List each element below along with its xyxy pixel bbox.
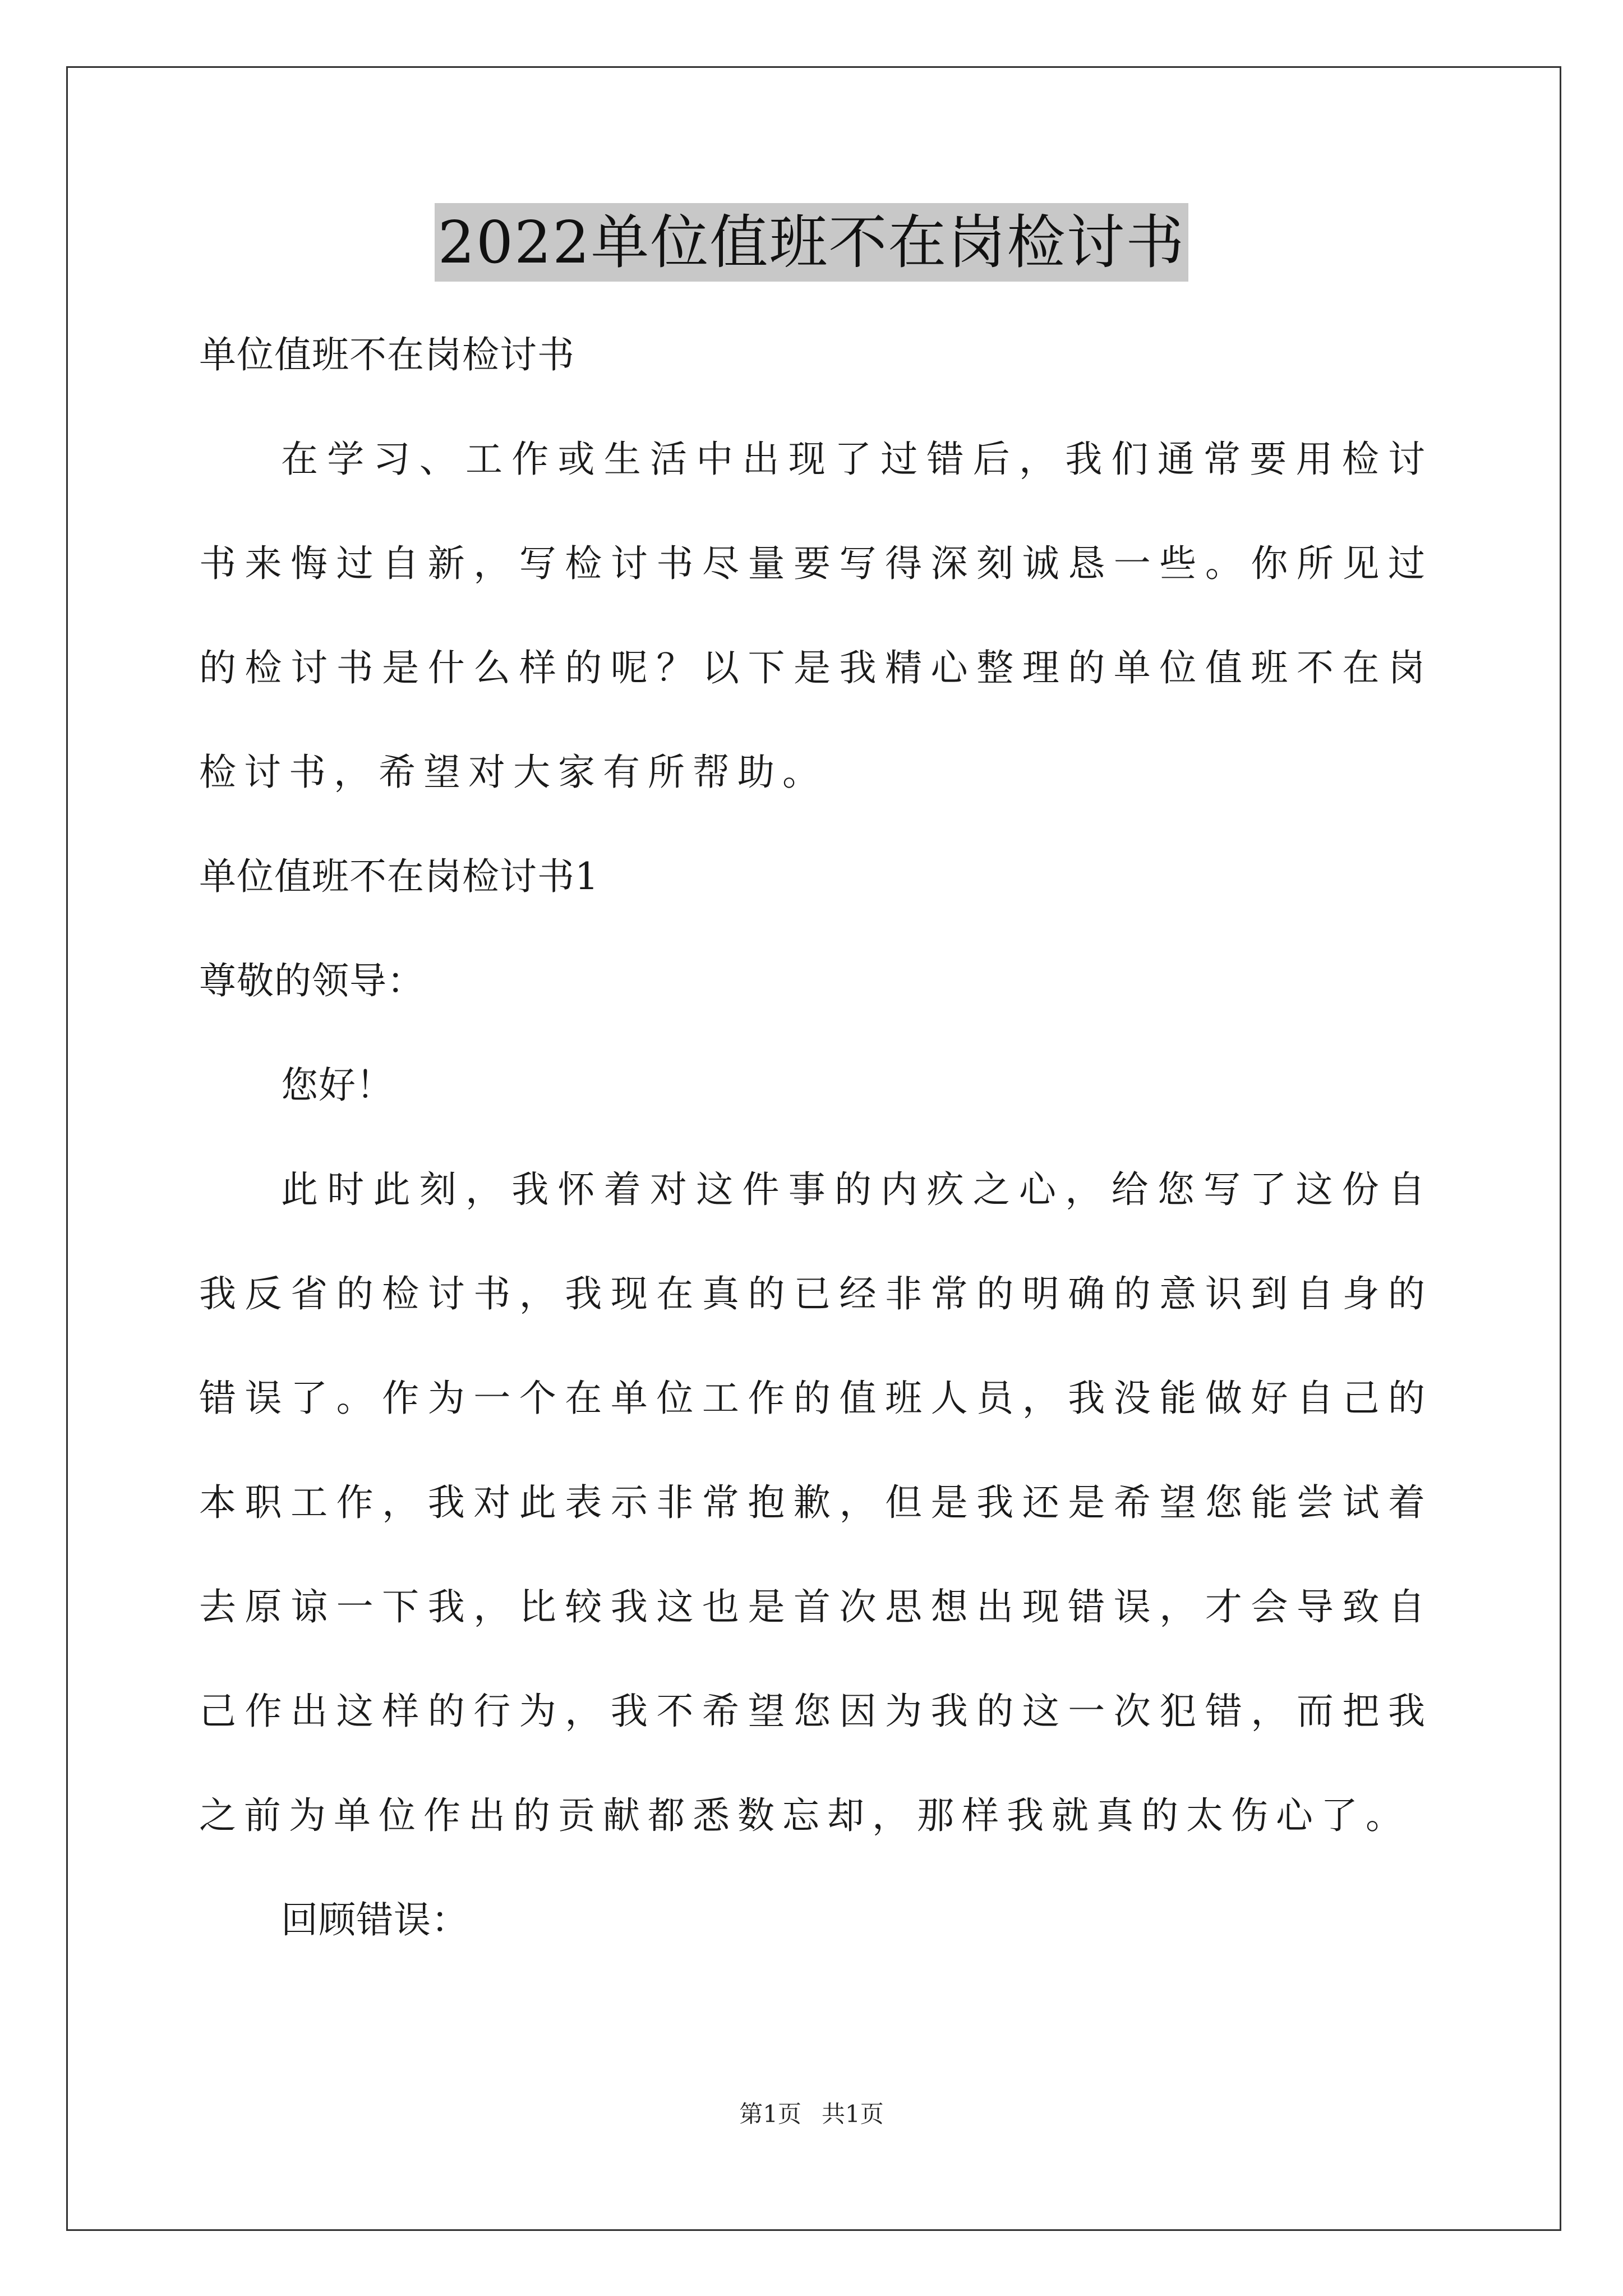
- section-heading: 单位值班不在岗检讨书1: [199, 855, 599, 898]
- document-body: [199, 303, 1433, 1972]
- salutation: 尊敬的领导：: [199, 959, 425, 1002]
- intro-paragraph: 在学习、工作或生活中出现了过错后，我们通常要用检讨书来悔过自新，写检讨书尽量要写得深刻诚恳一些。你所见过的检讨书是什么样的呢？以下是我精心整理的单位值班不在岗检讨书，希望对大家有所帮助。: [199, 438, 1433, 794]
- document-title: 2022单位值班不在岗检讨书: [435, 203, 1189, 282]
- page-number: 第1页: [739, 2100, 801, 2128]
- page-total: 共1页: [822, 2100, 884, 2128]
- greeting: 您好！: [281, 1064, 394, 1107]
- title-container: [0, 203, 1623, 282]
- subtitle: 单位值班不在岗检讨书: [199, 333, 575, 376]
- page-footer: [0, 2096, 1623, 2129]
- body-paragraph: 此时此刻，我怀着对这件事的内疚之心，给您写了这份自我反省的检讨书，我现在真的已经非常的明确的意识到自身的错误了。作为一个在单位工作的值班人员，我没能做好自己的本职工作，我对此表示非常抱歉，但是我还是希望您能尝试着去原谅一下我，比较我这也是首次思想出现错误，才会导致自己作出这样的行为，我不希望您因为我的这一次犯错，而把我之前为单位作出的贡献都悉数忘却，那样我就真的太伤心了。: [199, 1168, 1433, 1837]
- review-heading: 回顾错误：: [281, 1898, 469, 1941]
